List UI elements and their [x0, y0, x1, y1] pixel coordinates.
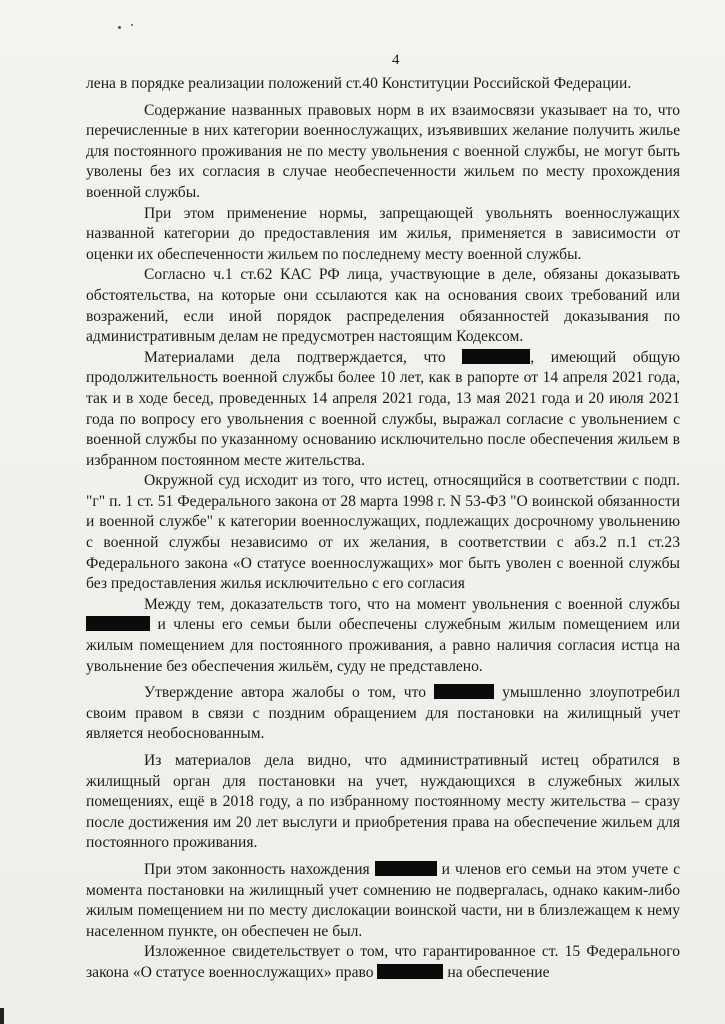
redaction-block	[377, 964, 443, 979]
paragraph-text: При этом законность нахождения	[144, 860, 370, 878]
paragraph	[86, 942, 680, 983]
paragraph	[86, 683, 680, 745]
scan-speck	[0, 1008, 4, 1024]
scan-speck	[118, 26, 121, 29]
document-body	[86, 74, 680, 984]
paragraph	[86, 348, 680, 472]
paragraph: Окружной суд исходит из того, что истец, относящийся в соответствии с подп. "г" п. 1 ст. 51 Федерального закона от 28 марта 1998 г. N 53-ФЗ "О воинской обязанности и военной службе" к категории военнослужащих, подлежащих досрочному увольнению с военной службы независимо от их желания, в соответствии с абз.2 п.1 ст.23 Федерального закона «О статусе военнослужащих» мог быть уволен с военной службы без предоставления жилья исключительно с его согласия	[86, 472, 680, 593]
paragraph-text: Материалами дела подтверждается, что	[144, 348, 446, 366]
paragraph	[86, 860, 680, 942]
paragraph-text: и членов его семьи на этом учете с момента постановки на жилищный учет сомнению не подвергалась, однако каким-либо жилым помещением ни по месту дислокации воинской части, ни в близлежащем к нему населенном пункте, он обеспечен не был.	[86, 860, 681, 940]
paragraph: Согласно ч.1 ст.62 КАС РФ лица, участвующие в деле, обязаны доказывать обстоятельства, на которые они ссылаются как на основания своих требований или возражений, если иной порядок распределения обязанностей доказывания по административным делам не предусмотрен настоящим Кодексом.	[86, 266, 680, 346]
paragraph-text: умышленно злоупотребил своим правом в связи с поздним обращением для постановки на жилищный учет является необоснованным.	[86, 684, 680, 743]
paragraph-text: Между тем, доказательств того, что на момент увольнения с военной службы	[144, 595, 680, 613]
paragraph: Из материалов дела видно, что административный истец обратился в жилищный орган для постановки на учет, нуждающихся в служебных жилых помещениях, ещё в 2018 году, а по избранному постоянному месту жительства – сразу после достижения им 20 лет выслуги и приобретения права на обеспечение жильем для постоянного проживания.	[86, 752, 680, 852]
paragraph-text: Утверждение автора жалобы о том, что	[144, 684, 427, 702]
paragraph: При этом применение нормы, запрещающей увольнять военнослужащих названной категории до предоставления им жилья, применяется в зависимости от оценки их обеспеченности жильем по последнему месту военной службы.	[86, 204, 680, 263]
paragraph-text: , имеющий общую продолжительность военной службы более 10 лет, как в рапорте от 14 апреля 2021 года, так и в ходе бесед, проведенных 14 апреля 2021 года, 13 мая 2021 года и 20 июля 2021 года по вопросу его увольнения с военной службы, выражал согласие с увольнением с военной службы по указанному основанию исключительно после обеспечения жильем в избранном постоянном месте жительства.	[86, 348, 680, 469]
paragraph-text: и члены его семьи были обеспечены служебным жилым помещением или жилым помещением для постоянного проживания, а равно наличия согласия истца на увольнение без обеспечения жильём, суду не представлено.	[86, 616, 680, 675]
page-number: 4	[392, 52, 400, 68]
redaction-block	[375, 861, 437, 876]
paragraph-text: на обеспечение	[447, 963, 550, 981]
scan-speck	[131, 24, 133, 26]
paragraph-text: Изложенное свидетельствует о том, что гарантированное ст. 15 Федерального закона «О статусе военнослужащих» право	[86, 943, 680, 981]
redaction-block	[86, 616, 150, 631]
paragraph: Содержание названных правовых норм в их взаимосвязи указывает на то, что перечисленные в них категории военнослужащих, изъявивших желание получить жилье для постоянного проживания не по месту увольнения с военной службы, не могут быть уволены без их согласия в случае необеспеченности жильем по месту прохождения военной службы.	[86, 101, 680, 201]
paragraph	[86, 595, 680, 677]
redaction-block	[434, 684, 494, 699]
paragraph: лена в порядке реализации положений ст.40 Конституции Российской Федерации.	[86, 75, 632, 92]
redaction-block	[462, 349, 530, 364]
